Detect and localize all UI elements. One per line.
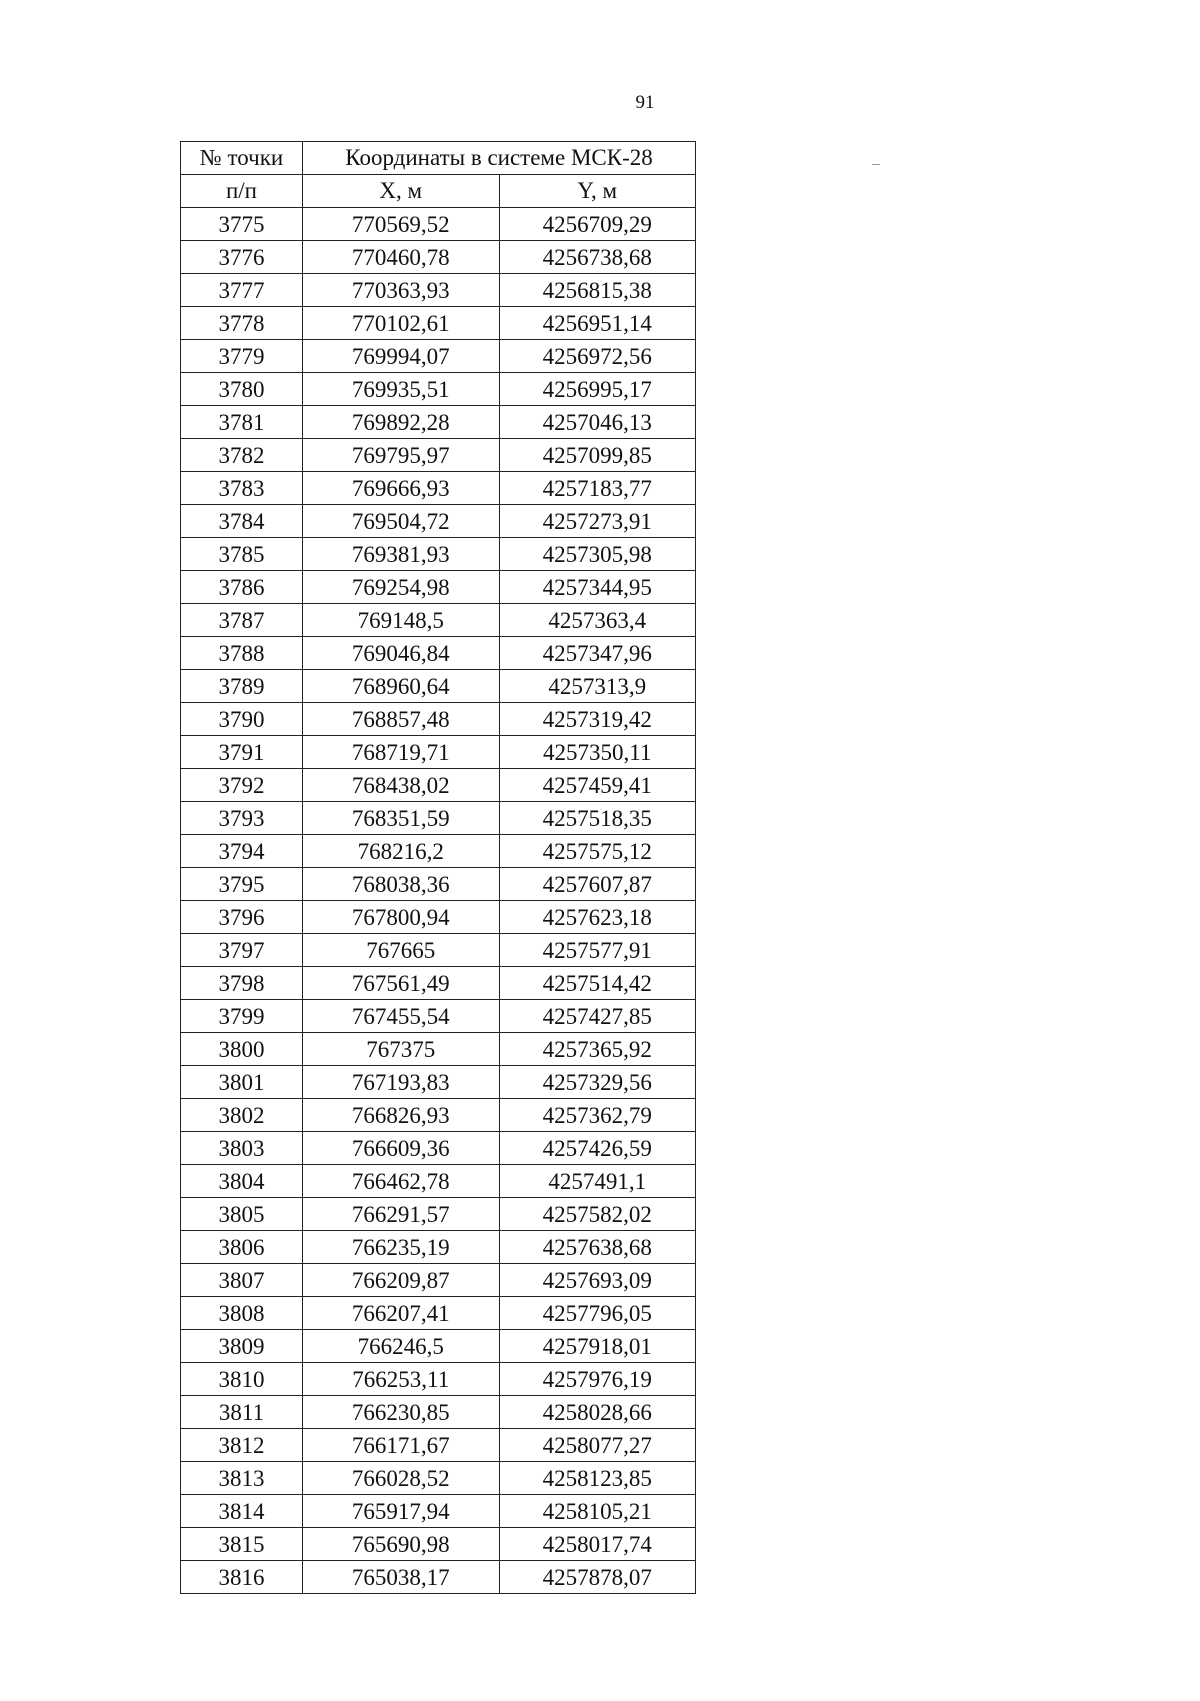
cell-point-number: 3816 xyxy=(181,1561,303,1594)
table-row xyxy=(181,769,696,802)
cell-y: 4257976,19 xyxy=(499,1363,696,1396)
cell-x: 767455,54 xyxy=(303,1000,500,1033)
scan-mark xyxy=(872,164,880,165)
cell-x: 770569,52 xyxy=(303,208,500,241)
table-row xyxy=(181,1066,696,1099)
cell-y: 4257344,95 xyxy=(499,571,696,604)
table-row xyxy=(181,802,696,835)
table-row xyxy=(181,439,696,472)
table-row xyxy=(181,604,696,637)
cell-y: 4257514,42 xyxy=(499,967,696,1000)
cell-x: 766230,85 xyxy=(303,1396,500,1429)
cell-point-number: 3790 xyxy=(181,703,303,736)
header-point-index: п/п xyxy=(181,175,303,208)
cell-point-number: 3784 xyxy=(181,505,303,538)
header-x: X, м xyxy=(303,175,500,208)
cell-point-number: 3808 xyxy=(181,1297,303,1330)
cell-y: 4257046,13 xyxy=(499,406,696,439)
cell-x: 767375 xyxy=(303,1033,500,1066)
cell-point-number: 3789 xyxy=(181,670,303,703)
cell-x: 768351,59 xyxy=(303,802,500,835)
table-row xyxy=(181,505,696,538)
cell-point-number: 3775 xyxy=(181,208,303,241)
table-row xyxy=(181,1264,696,1297)
cell-y: 4257363,4 xyxy=(499,604,696,637)
cell-point-number: 3780 xyxy=(181,373,303,406)
table-row xyxy=(181,1561,696,1594)
cell-y: 4257918,01 xyxy=(499,1330,696,1363)
cell-y: 4257607,87 xyxy=(499,868,696,901)
cell-point-number: 3803 xyxy=(181,1132,303,1165)
table-row xyxy=(181,406,696,439)
cell-y: 4257183,77 xyxy=(499,472,696,505)
cell-point-number: 3799 xyxy=(181,1000,303,1033)
cell-point-number: 3795 xyxy=(181,868,303,901)
table-row xyxy=(181,571,696,604)
cell-y: 4257582,02 xyxy=(499,1198,696,1231)
cell-point-number: 3776 xyxy=(181,241,303,274)
cell-y: 4256815,38 xyxy=(499,274,696,307)
header-point-number: № точки xyxy=(181,142,303,175)
cell-point-number: 3801 xyxy=(181,1066,303,1099)
table-row xyxy=(181,835,696,868)
table-row xyxy=(181,637,696,670)
table-row xyxy=(181,1528,696,1561)
cell-point-number: 3800 xyxy=(181,1033,303,1066)
cell-point-number: 3796 xyxy=(181,901,303,934)
cell-y: 4257350,11 xyxy=(499,736,696,769)
cell-x: 768216,2 xyxy=(303,835,500,868)
cell-point-number: 3815 xyxy=(181,1528,303,1561)
coordinates-table xyxy=(180,141,696,1594)
cell-y: 4257878,07 xyxy=(499,1561,696,1594)
cell-y: 4258017,74 xyxy=(499,1528,696,1561)
table-row xyxy=(181,703,696,736)
table-subheader-row xyxy=(181,175,696,208)
cell-x: 768857,48 xyxy=(303,703,500,736)
cell-point-number: 3809 xyxy=(181,1330,303,1363)
cell-y: 4256972,56 xyxy=(499,340,696,373)
cell-y: 4258123,85 xyxy=(499,1462,696,1495)
cell-y: 4257796,05 xyxy=(499,1297,696,1330)
cell-x: 768438,02 xyxy=(303,769,500,802)
cell-point-number: 3777 xyxy=(181,274,303,307)
cell-point-number: 3783 xyxy=(181,472,303,505)
cell-x: 766826,93 xyxy=(303,1099,500,1132)
table-row xyxy=(181,274,696,307)
cell-x: 768719,71 xyxy=(303,736,500,769)
cell-x: 767561,49 xyxy=(303,967,500,1000)
cell-point-number: 3781 xyxy=(181,406,303,439)
cell-x: 769254,98 xyxy=(303,571,500,604)
cell-x: 766235,19 xyxy=(303,1231,500,1264)
cell-x: 769795,97 xyxy=(303,439,500,472)
cell-x: 769666,93 xyxy=(303,472,500,505)
cell-point-number: 3788 xyxy=(181,637,303,670)
table-row xyxy=(181,1132,696,1165)
cell-point-number: 3791 xyxy=(181,736,303,769)
cell-point-number: 3787 xyxy=(181,604,303,637)
table-row xyxy=(181,1033,696,1066)
cell-x: 765038,17 xyxy=(303,1561,500,1594)
cell-y: 4257575,12 xyxy=(499,835,696,868)
table-header-row xyxy=(181,142,696,175)
cell-point-number: 3793 xyxy=(181,802,303,835)
cell-x: 766462,78 xyxy=(303,1165,500,1198)
table-row xyxy=(181,1099,696,1132)
cell-point-number: 3792 xyxy=(181,769,303,802)
cell-x: 769892,28 xyxy=(303,406,500,439)
cell-y: 4257638,68 xyxy=(499,1231,696,1264)
cell-point-number: 3804 xyxy=(181,1165,303,1198)
table-row xyxy=(181,1396,696,1429)
table-row xyxy=(181,307,696,340)
header-coordinate-system: Координаты в системе МСК-28 xyxy=(303,142,696,175)
table-row xyxy=(181,1231,696,1264)
table-row xyxy=(181,736,696,769)
table-row xyxy=(181,868,696,901)
cell-point-number: 3812 xyxy=(181,1429,303,1462)
table-row xyxy=(181,1495,696,1528)
cell-x: 766253,11 xyxy=(303,1363,500,1396)
cell-x: 766291,57 xyxy=(303,1198,500,1231)
table-row xyxy=(181,1363,696,1396)
table-row xyxy=(181,340,696,373)
cell-y: 4257693,09 xyxy=(499,1264,696,1297)
table-row xyxy=(181,208,696,241)
cell-x: 767193,83 xyxy=(303,1066,500,1099)
table-row xyxy=(181,1429,696,1462)
page-number: 91 xyxy=(635,92,655,113)
cell-x: 768038,36 xyxy=(303,868,500,901)
cell-y: 4258077,27 xyxy=(499,1429,696,1462)
cell-x: 765917,94 xyxy=(303,1495,500,1528)
cell-point-number: 3805 xyxy=(181,1198,303,1231)
cell-point-number: 3798 xyxy=(181,967,303,1000)
table-row xyxy=(181,1165,696,1198)
cell-point-number: 3786 xyxy=(181,571,303,604)
cell-point-number: 3806 xyxy=(181,1231,303,1264)
table-row xyxy=(181,1297,696,1330)
cell-y: 4256951,14 xyxy=(499,307,696,340)
cell-x: 770460,78 xyxy=(303,241,500,274)
table-row xyxy=(181,538,696,571)
header-y: Y, м xyxy=(499,175,696,208)
cell-point-number: 3778 xyxy=(181,307,303,340)
table-row xyxy=(181,241,696,274)
table-row xyxy=(181,934,696,967)
cell-y: 4257518,35 xyxy=(499,802,696,835)
cell-x: 769504,72 xyxy=(303,505,500,538)
table-row xyxy=(181,967,696,1000)
cell-y: 4257313,9 xyxy=(499,670,696,703)
cell-x: 767665 xyxy=(303,934,500,967)
cell-x: 770102,61 xyxy=(303,307,500,340)
cell-y: 4257491,1 xyxy=(499,1165,696,1198)
table-row xyxy=(181,472,696,505)
cell-y: 4257319,42 xyxy=(499,703,696,736)
cell-y: 4257305,98 xyxy=(499,538,696,571)
cell-x: 766171,67 xyxy=(303,1429,500,1462)
cell-x: 765690,98 xyxy=(303,1528,500,1561)
cell-x: 769148,5 xyxy=(303,604,500,637)
cell-y: 4257577,91 xyxy=(499,934,696,967)
cell-point-number: 3802 xyxy=(181,1099,303,1132)
cell-y: 4257362,79 xyxy=(499,1099,696,1132)
cell-x: 768960,64 xyxy=(303,670,500,703)
cell-x: 769935,51 xyxy=(303,373,500,406)
cell-point-number: 3807 xyxy=(181,1264,303,1297)
cell-x: 766207,41 xyxy=(303,1297,500,1330)
cell-y: 4256738,68 xyxy=(499,241,696,274)
cell-y: 4257459,41 xyxy=(499,769,696,802)
cell-point-number: 3813 xyxy=(181,1462,303,1495)
cell-x: 767800,94 xyxy=(303,901,500,934)
cell-y: 4256995,17 xyxy=(499,373,696,406)
table-row xyxy=(181,1462,696,1495)
cell-x: 769046,84 xyxy=(303,637,500,670)
cell-point-number: 3811 xyxy=(181,1396,303,1429)
cell-y: 4257329,56 xyxy=(499,1066,696,1099)
table-row xyxy=(181,1330,696,1363)
cell-x: 769381,93 xyxy=(303,538,500,571)
cell-point-number: 3785 xyxy=(181,538,303,571)
cell-point-number: 3810 xyxy=(181,1363,303,1396)
table-row xyxy=(181,373,696,406)
cell-point-number: 3814 xyxy=(181,1495,303,1528)
cell-y: 4257099,85 xyxy=(499,439,696,472)
cell-y: 4258105,21 xyxy=(499,1495,696,1528)
cell-y: 4257623,18 xyxy=(499,901,696,934)
table-row xyxy=(181,901,696,934)
cell-x: 770363,93 xyxy=(303,274,500,307)
cell-y: 4257426,59 xyxy=(499,1132,696,1165)
table-row xyxy=(181,670,696,703)
cell-point-number: 3794 xyxy=(181,835,303,868)
cell-y: 4258028,66 xyxy=(499,1396,696,1429)
cell-x: 766246,5 xyxy=(303,1330,500,1363)
cell-x: 769994,07 xyxy=(303,340,500,373)
cell-y: 4257427,85 xyxy=(499,1000,696,1033)
table-row xyxy=(181,1000,696,1033)
cell-y: 4257347,96 xyxy=(499,637,696,670)
cell-x: 766028,52 xyxy=(303,1462,500,1495)
cell-point-number: 3782 xyxy=(181,439,303,472)
cell-point-number: 3797 xyxy=(181,934,303,967)
cell-y: 4257365,92 xyxy=(499,1033,696,1066)
cell-y: 4257273,91 xyxy=(499,505,696,538)
cell-x: 766209,87 xyxy=(303,1264,500,1297)
table-row xyxy=(181,1198,696,1231)
cell-x: 766609,36 xyxy=(303,1132,500,1165)
cell-point-number: 3779 xyxy=(181,340,303,373)
cell-y: 4256709,29 xyxy=(499,208,696,241)
